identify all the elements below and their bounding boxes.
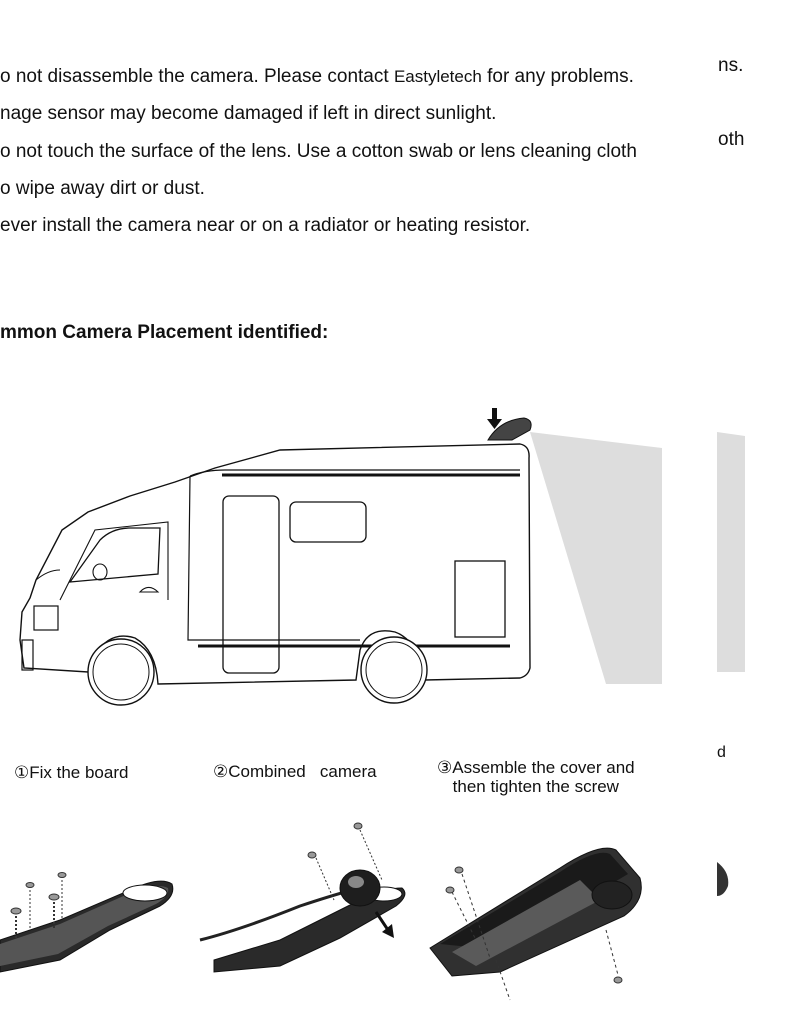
note-radiator: ever install the camera near or on a radiator or heating resistor. [0, 215, 531, 236]
right-column-fragment-middle: oth [718, 129, 745, 150]
brand-name: Eastyletech [393, 67, 482, 86]
screw-icon [614, 977, 622, 983]
step-2-label: ②Combined camera [213, 762, 377, 781]
screw-icon [308, 852, 316, 858]
step-1-bracket [0, 873, 173, 973]
note-wipe-dust: o wipe away dirt or dust. [0, 178, 205, 199]
screw-icon [354, 823, 362, 829]
step-4-label-fragment: d [717, 744, 726, 761]
note-sunlight: nage sensor may become damaged if left in direct sunlight. [0, 103, 497, 124]
section-heading: mmon Camera Placement identified: [0, 322, 329, 343]
note-no-disassemble-post: for any problems. [481, 66, 634, 87]
camera-dome [340, 870, 380, 906]
step-1-label: ①Fix the board [14, 763, 129, 782]
screw-icon [446, 887, 454, 893]
note-no-disassemble-pre: o not disassemble the camera. Please contact [0, 66, 394, 87]
step-2-bracket-with-camera [200, 823, 405, 972]
step-3-assembled-camera [430, 848, 641, 1000]
step-3-label-line2: then tighten the screw [452, 777, 619, 796]
note-lens-touch: o not touch the surface of the lens. Use a cotton swab or lens cleaning cloth [0, 141, 637, 162]
right-column-fragment-top: ns. [718, 55, 744, 76]
arrow-icon [376, 912, 388, 930]
step-3-label-line1: ③Assemble the cover and [437, 758, 635, 777]
step-4-fragment [717, 862, 728, 896]
screw-icon [455, 867, 463, 873]
